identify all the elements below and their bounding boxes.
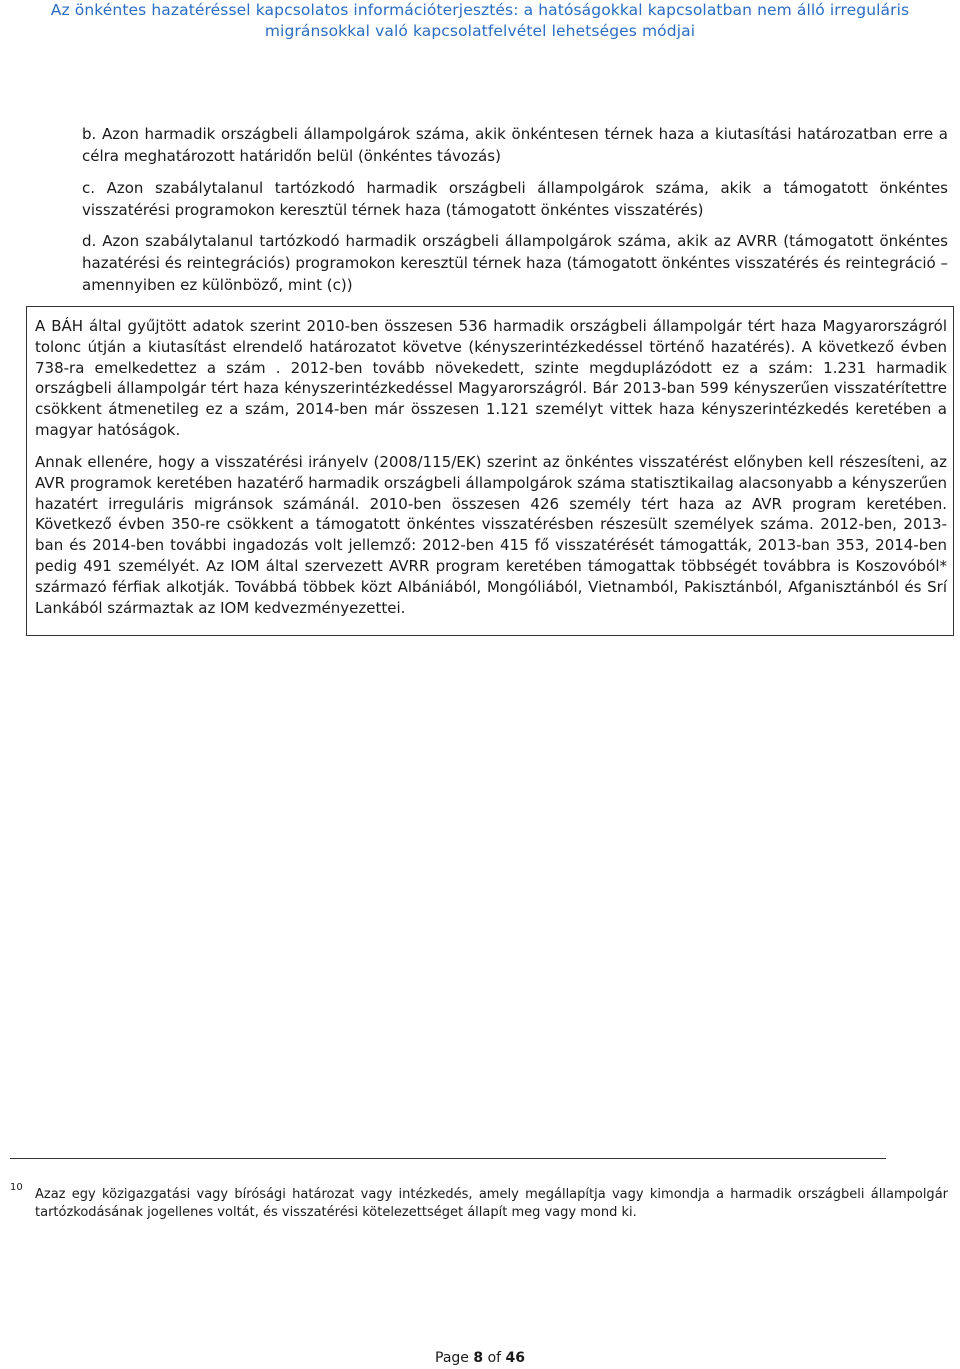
list-item-d-text: d. Azon szabálytalanul tartózkodó harmadik országbeli állampolgárok száma, akik az AVRR (támogatott önkéntes hazatérési és reintegrációs) programokon keresztül térnek haza (támogatott önkéntes visszatérés és reintegráció – amennyiben ez különböző, mint (c)) [82, 232, 948, 294]
list-item-c [82, 177, 948, 221]
page-prefix: Page [435, 1350, 469, 1366]
page-current: 8 [473, 1350, 484, 1366]
running-header [0, 0, 960, 42]
list-item-c-text: c. Azon szabálytalanul tartózkodó harmadik országbeli állampolgárok száma, akik a támogatott önkéntes visszatérési programokon keresztül térnek haza (támogatott önkéntes visszatérés) [82, 179, 948, 219]
list-item-b-text: b. Azon harmadik országbeli állampolgárok száma, akik önkéntesen térnek haza a kiutasítási határozatban erre a célra meghatározott határidőn belül (önkéntes távozás) [82, 125, 948, 165]
footnote-text: Azaz egy közigazgatási vagy bírósági határozat vagy intézkedés, amely megállapítja vagy kimondja a harmadik országbeli állampolgár tartózkodásának jogellenes voltát, és visszatérési kötelezettséget állapít meg vagy mond ki. [35, 1187, 948, 1220]
page-total: 46 [505, 1350, 525, 1366]
header-line-1: Az önkéntes hazatéréssel kapcsolatos információterjesztés: a hatóságokkal kapcsolatban nem álló irreguláris [50, 1, 910, 19]
header-line-2: migránsokkal való kapcsolatfelvétel lehetséges módjai [264, 22, 696, 40]
box-paragraph-avr: Annak ellenére, hogy a visszatérési irányelv (2008/115/EK) szerint az önkéntes visszatérést előnyben kell részesíteni, az AVR programok keretében hazatérő harmadik országbeli állampolgárok száma statisztikailag alacsonyabb a kényszerűen hazatért irreguláris migránsok számánál. 2010-ben összesen 426 személy tért haza az AVR program keretében. Következő évben 350-re csökkent a támogatott önkéntes visszatérésben részesült személyek száma. 2012-ben, 2013-ban és 2014-ben további ingadozás volt jellemző: 2012-ben 415 fő visszatérését támogatták, 2013-ban 353, 2014-ben pedig 491 személyét. Az IOM által szervezett AVRR program keretében támogattak többségét továbbra is Koszovóból* származó férfiak alkotják. Továbbá többek közt Albániából, Mongóliából, Vietnamból, Pakisztánból, Afganisztánból és Srí Lankából származtak az IOM kedvezményezettei. [35, 453, 947, 617]
list-item-d [82, 230, 948, 296]
footnote-divider [10, 1158, 886, 1159]
box-paragraph-forced-return: A BÁH által gyűjtött adatok szerint 2010-ben összesen 536 harmadik országbeli állampolgár tért haza Magyarországról tolonc útján a kiutasítást elrendelő határozatot követve (kényszerintézkedéssel történő hazatérés). A következő évben 738-ra emelkedettez a szám . 2012-ben tovább növekedett, szinte megduplázódott ez a szám: 1.231 harmadik országbeli állampolgár tért haza kényszerintézkedéssel Magyarországról. Bár 2013-ban 599 kényszerűen visszatérítettre csökkent átmenetileg ez a szám, 2014-ben már összesen 1.121 személyt vittek haza kényszerintézkedés keretében a magyar hatóságok. [35, 317, 947, 439]
list-item-b [82, 123, 948, 167]
footnote-number: 10 [10, 1182, 23, 1193]
page-of: of [487, 1350, 502, 1366]
statistics-box [26, 306, 954, 636]
page-number [0, 1350, 960, 1366]
